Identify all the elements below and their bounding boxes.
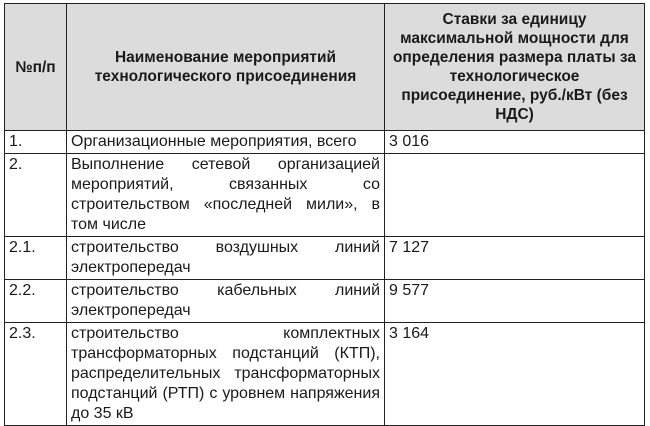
- header-name: Наименование мероприятий технологического присоединения: [67, 4, 385, 131]
- row-value: 7 127: [385, 237, 645, 280]
- row-number: 2.1.: [5, 237, 67, 280]
- header-rate: Ставки за единицу максимальной мощности для определения размера платы за технологическое присоединение, руб./кВт (без НДС): [385, 4, 645, 131]
- row-name: строительство кабельных линий электропередач: [67, 280, 385, 323]
- header-row: [5, 4, 645, 131]
- row-number: 2.2.: [5, 280, 67, 323]
- row-name: Организационные мероприятия, всего: [67, 131, 385, 154]
- table-body: [5, 131, 645, 426]
- table-row: [5, 131, 645, 154]
- row-number: 1.: [5, 131, 67, 154]
- row-number: 2.3.: [5, 323, 67, 426]
- row-value: 3 164: [385, 323, 645, 426]
- table-header: [5, 4, 645, 131]
- table-row: [5, 154, 645, 237]
- row-value: [385, 154, 645, 237]
- table-row: [5, 323, 645, 426]
- table-row: [5, 237, 645, 280]
- row-name: строительство комплектных трансформаторных подстанций (КТП), распределительных трансформаторных подстанций (РТП) с уровнем напряжения до 35 кВ: [67, 323, 385, 426]
- table-row: [5, 280, 645, 323]
- row-number: 2.: [5, 154, 67, 237]
- row-value: 3 016: [385, 131, 645, 154]
- header-number: №п/п: [5, 4, 67, 131]
- row-value: 9 577: [385, 280, 645, 323]
- tariff-table: [4, 3, 645, 426]
- row-name: Выполнение сетевой организацией мероприятий, связанных со строительством «последней мили», в том числе: [67, 154, 385, 237]
- row-name: строительство воздушных линий электропередач: [67, 237, 385, 280]
